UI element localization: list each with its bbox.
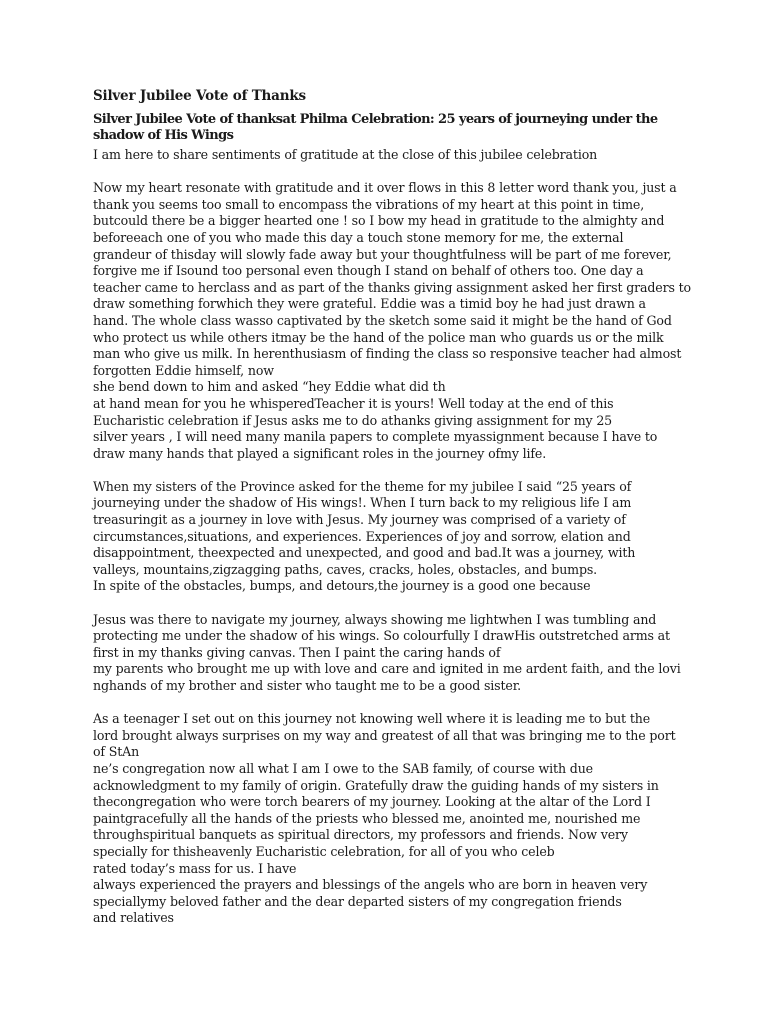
paragraph-gap — [93, 595, 673, 612]
paragraph-line: Eucharistic celebration if Jesus asks me to do athanks giving assignment for my 25 — [93, 412, 613, 428]
paragraph-line: first in my thanks giving canvas. Then I paint the caring hands of — [93, 644, 501, 660]
paragraph-line: paintgracefully all the hands of the priests who blessed me, anointed me, nourished me — [93, 810, 641, 826]
paragraph-line: lord brought always surprises on my way and greatest of all that was bringing me to the port — [93, 727, 676, 743]
paragraph-line: silver years , I will need many manila papers to complete myassignment because I have to — [93, 429, 658, 445]
paragraph-line: she bend down to him and asked “hey Eddie what did th — [93, 379, 446, 395]
paragraph-line: my parents who brought me up with love and care and ignited in me ardent faith, and the lovi — [93, 661, 681, 677]
paragraph-line: of StAn — [93, 744, 140, 760]
paragraph-line: In spite of the obstacles, bumps, and detours,the journey is a good one because — [93, 578, 591, 594]
paragraph-line: thecongregation who were torch bearers of my journey. Looking at the altar of the Lord I — [93, 794, 651, 810]
document-title: Silver Jubilee Vote of Thanks — [93, 88, 306, 104]
paragraph-line: rated today’s mass for us. I have — [93, 860, 297, 876]
paragraph-line: hand. The whole class wasso captivated by the sketch some said it might be the hand of God — [93, 312, 672, 328]
paragraph-line: throughspiritual banquets as spiritual directors, my professors and friends. Now very — [93, 827, 628, 843]
document-body — [93, 147, 691, 927]
paragraph-line: acknowledgment to my family of origin. Gratefully draw the guiding hands of my sisters in — [93, 777, 659, 793]
paragraph-line: thank you seems too small to encompass the vibrations of my heart at this point in time, — [93, 196, 645, 212]
paragraph-line: forgive me if Isound too personal even though I stand on behalf of others too. One day a — [93, 263, 644, 279]
paragraph-line: When my sisters of the Province asked for the theme for my jubilee I said “25 years of — [93, 478, 632, 494]
paragraph-line: disappointment, theexpected and unexpected, and good and bad.It was a journey, with — [93, 545, 636, 561]
paragraph-line: at hand mean for you he whisperedTeacher it is yours! Well today at the end of this — [93, 395, 614, 411]
paragraph-line: nghands of my brother and sister who taught me to be a good sister. — [93, 678, 522, 693]
paragraph-line: treasuringit as a journey in love with Jesus. My journey was comprised of a variety of — [93, 512, 626, 528]
paragraph-line: always experienced the prayers and blessings of the angels who are born in heaven very — [93, 877, 648, 893]
paragraph-line: Now my heart resonate with gratitude and it over flows in this 8 letter word thank you, just a — [93, 180, 677, 196]
paragraph-line: draw many hands that played a significant roles in the journey ofmy life. — [93, 445, 547, 461]
paragraph-line: beforeeach one of you who made this day a touch stone memory for me, the external — [93, 229, 624, 245]
paragraph-line: I am here to share sentiments of gratitude at the close of this jubilee celebration — [93, 147, 598, 162]
paragraph-line: forgotten Eddie himself, now — [93, 362, 274, 378]
paragraph-line: specially for thisheavenly Eucharistic celebration, for all of you who celeb — [93, 843, 555, 859]
paragraph-line: Jesus was there to navigate my journey, always showing me lightwhen I was tumbling and — [93, 611, 657, 627]
paragraph-gap — [93, 164, 673, 181]
paragraph-line: draw something forwhich they were grateful. Eddie was a timid boy he had just drawn a — [93, 296, 646, 312]
document-subtitle: Silver Jubilee Vote of thanksat Philma Celebration: 25 years of journeying under the shadow of His Wings — [93, 112, 658, 143]
paragraph-line: ne’s congregation now all what I am I owe to the SAB family, of course with due — [93, 760, 593, 776]
paragraph-line: who protect us while others itmay be the hand of the police man who guards us or the milk — [93, 329, 664, 345]
paragraph-line: protecting me under the shadow of his wings. So colourfully I drawHis outstretched arms at — [93, 628, 670, 644]
paragraph-line: man who give us milk. In herenthusiasm of finding the class so responsive teacher had almost — [93, 346, 682, 362]
paragraph-gap — [93, 695, 673, 712]
paragraph-gap — [93, 462, 673, 479]
paragraph-line: valleys, mountains,zigzagging paths, caves, cracks, holes, obstacles, and bumps. — [93, 561, 598, 577]
paragraph-line: As a teenager I set out on this journey not knowing well where it is leading me to but the — [93, 711, 650, 727]
paragraph-line: speciallymy beloved father and the dear departed sisters of my congregation friends — [93, 893, 622, 909]
paragraph-line: circumstances,situations, and experiences. Experiences of joy and sorrow, elation and — [93, 528, 631, 544]
paragraph-line: butcould there be a bigger hearted one ! so I bow my head in gratitude to the almighty and — [93, 213, 665, 229]
paragraph-line: grandeur of thisday will slowly fade away but your thoughtfulness will be part of me forever, — [93, 246, 672, 262]
paragraph-line: teacher came to herclass and as part of the thanks giving assignment asked her first graders to — [93, 279, 691, 295]
paragraph-line: journeying under the shadow of His wings!. When I turn back to my religious life I am — [93, 495, 632, 511]
paragraph-line: and relatives — [93, 910, 174, 926]
